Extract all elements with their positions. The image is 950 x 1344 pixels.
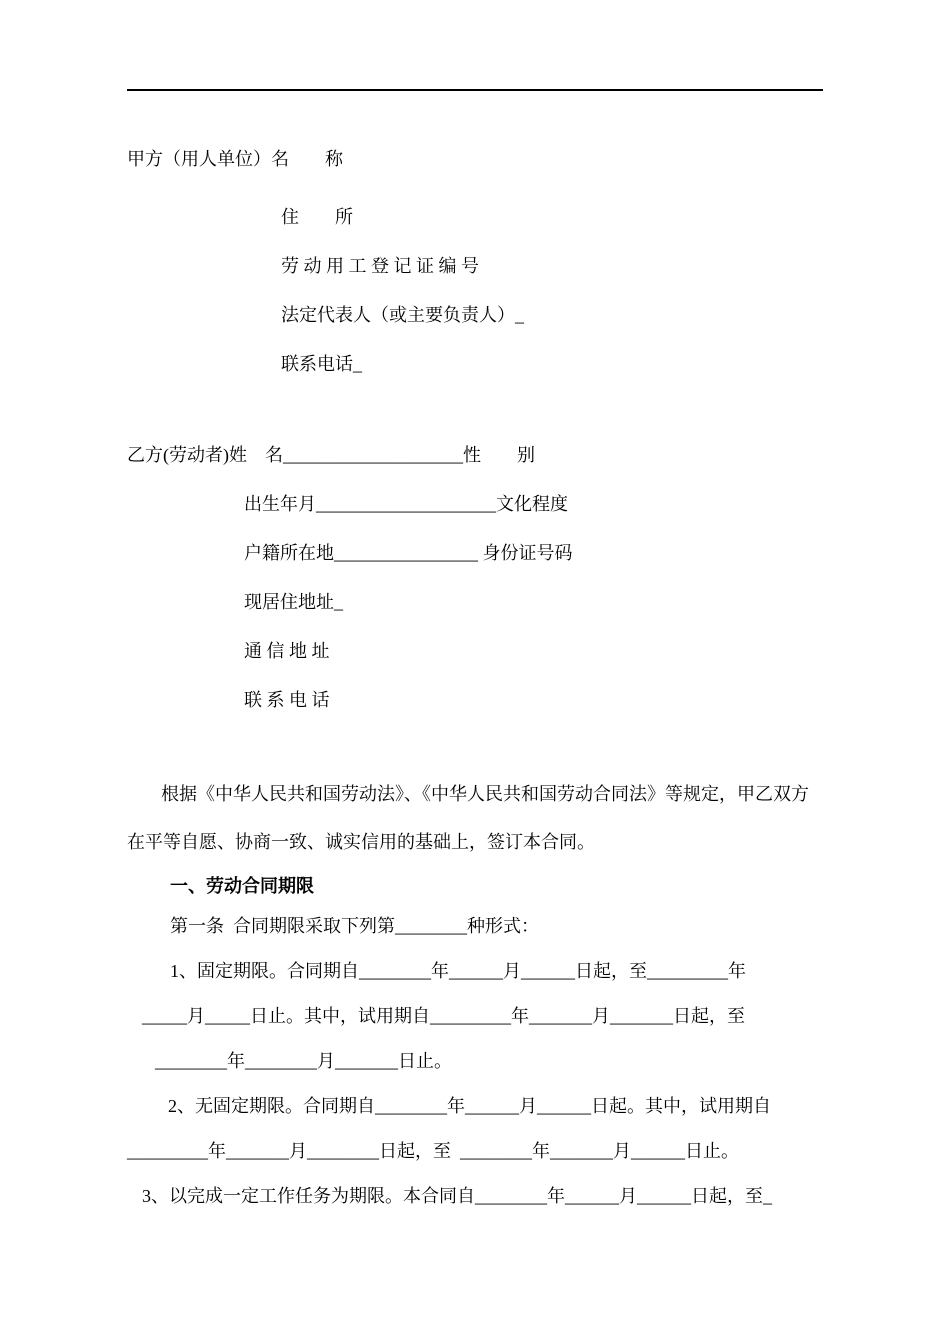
party-a-title: 甲方（用人单位）名 称 [127,149,343,169]
party-a-phone: 联系电话_ [281,354,362,374]
section-1-heading: 一、劳动合同期限 [170,876,314,896]
preamble-line-1: 根据《中华人民共和国劳动法》、《中华人民共和国劳动合同法》等规定，甲乙双方 [161,784,809,804]
preamble-line-2: 在平等自愿、协商一致、诚实信用的基础上，签订本合同。 [127,832,595,852]
party-b-current-address: 现居住地址_ [244,592,343,612]
article-1-item-2-line-1: 2、无固定期限。合同期自________年______月______日起。其中，试用期自 [168,1096,771,1116]
party-a-registration-number: 劳 动 用 工 登 记 证 编 号 [281,256,479,276]
party-a-residence: 住 所 [281,207,353,227]
party-b-birth: 出生年月____________________文化程度 [244,494,568,514]
party-b-registered-residence: 户籍所在地________________ 身份证号码 [244,543,573,563]
article-1-item-1-line-1: 1、固定期限。合同期自________年______月______日起，至_________年 [170,961,746,981]
party-b-mailing-address: 通 信 地 址 [244,641,330,661]
article-1-intro: 第一条 合同期限采取下列第________种形式： [170,916,539,936]
header-rule [127,89,823,91]
article-1-item-1-line-2: _____月_____日止。其中，试用期自_________年_______月_______日起，至 [142,1006,745,1026]
article-1-item-3-line-1: 3、以完成一定工作任务为期限。本合同自________年______月______日起，至_ [142,1186,772,1206]
article-1-item-2-line-2: _________年_______月________日起，至 ________年_______月______日止。 [127,1141,739,1161]
party-b-phone: 联 系 电 话 [244,690,330,710]
party-a-legal-representative: 法定代表人（或主要负责人）_ [281,305,524,325]
article-1-item-1-line-3: ________年________月_______日止。 [155,1051,452,1071]
party-b-title: 乙方(劳动者)姓 名____________________性 别 [127,445,535,465]
